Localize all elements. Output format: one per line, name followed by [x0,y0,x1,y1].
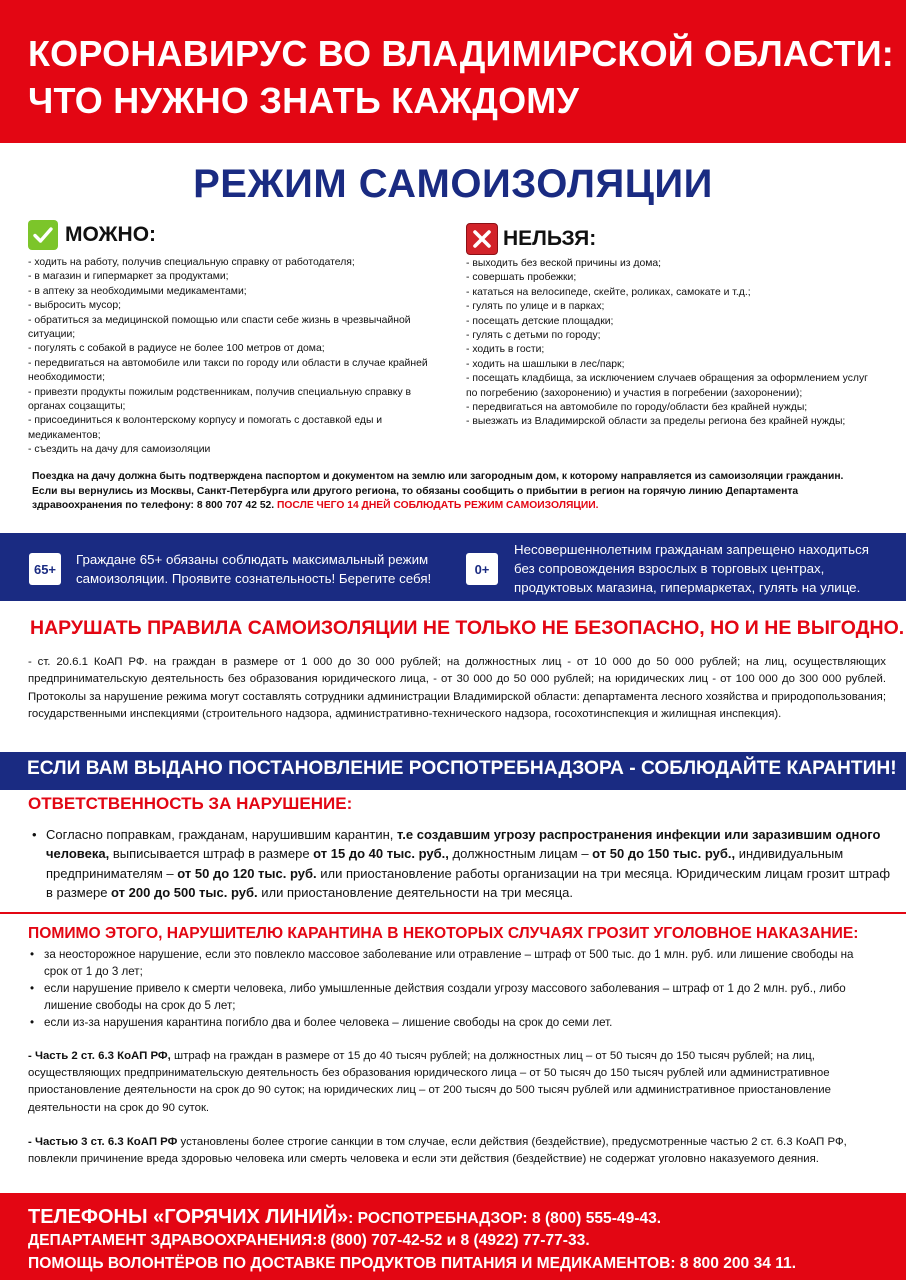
quarantine-bar [0,752,906,790]
hotlines-banner [0,1193,906,1280]
resp-p11: или приостановление деятельности на три месяца. [257,885,574,901]
hotlines-title: ТЕЛЕФОНЫ «ГОРЯЧИХ ЛИНИЙ» [28,1206,349,1228]
list-item: - кататься на велосипеде, скейте, роликах, самокате и т.д.; [466,286,751,298]
list-item: - ходить в гости; [466,344,545,356]
cross-icon [466,223,498,255]
list-item: - в аптеку за необходимыми медикаментами; [28,285,247,297]
list-item: необходимости; [28,372,105,384]
resp-p5: должностным лицам – [448,846,593,862]
hotline-line3: ПОМОЩЬ ВОЛОНТЁРОВ ПО ДОСТАВКЕ ПРОДУКТОВ ПИТАНИЯ И МЕДИКАМЕНТОВ: 8 800 200 34 11. [28,1255,797,1272]
list-item: - выходить без веской причины из дома; [466,258,662,269]
resp-p9: или приостановление работы организации на три месяца. Юридическим лицам грозит штраф в размере [46,865,891,901]
responsibility-list [32,825,892,903]
list-item [30,980,868,1014]
list-item: медикаментов; [28,429,101,441]
forbidden-list [466,257,896,430]
list-item: - посещать кладбища, за исключением случаев обращения за оформлением услуг [466,373,868,385]
resp-p2: т.е создавшим угрозу распространения инфекции или заразившим одного человека, [46,827,881,862]
hotline-line2: ДЕПАРТАМЕНТ ЗДРАВООХРАНЕНИЯ:8 (800) 707-42-52 и 8 (4922) 77-77-33. [28,1232,590,1249]
list-item: - ходить на работу, получив специальную справку от работодателя; [28,257,355,268]
age-0-badge: 0+ [466,553,498,585]
list-item: - выбросить мусор; [28,300,121,312]
forbidden-label: НЕЛЬЗЯ: [503,227,597,250]
list-item: - привезти продукты пожилым родственникам, получив специальную справку в [28,386,412,398]
list-item: - выезжать из Владимирской области за пределы региона без крайней нужды; [466,416,846,428]
bullet-dot: • [30,948,35,961]
list-item: - гулять с детьми по городу; [466,330,601,342]
resp-p4: от 15 до 40 тыс. руб., [313,846,449,862]
resp-p3: выписывается штраф в размере [109,846,314,862]
list-item: - в магазин и гипермаркет за продуктами; [28,271,229,283]
criminal-item-text: если нарушение привело к смерти человека, либо умышленные действия создали угрозу массового заболевания – штраф от 1 до 2 млн. руб., либо лишение свободы на срок до 5 лет; [44,982,846,1012]
part2-bold: - Часть 2 ст. 6.3 КоАП РФ, [28,1050,171,1062]
note-line2: Если вы вернулись из Москвы, Санкт-Петербурга или другого региона, то обязаны сообщить о прибытии в регион на горячую линию Департамента [32,485,799,497]
regime-title: РЕЖИМ САМОИЗОЛЯЦИИ [193,162,713,206]
resp-p1: Согласно поправкам, гражданам, нарушившим карантин, [46,827,398,842]
hotline-line1 [28,1206,661,1229]
violation-text: - ст. 20.6.1 КоАП РФ. на граждан в размере от 1 000 до 30 000 рублей; на должностных лиц - от 10 000 до 50 000 рублей; на лиц, осуществляющих предпринимательскую деятельность без образования юридического лица, - от 30 000 до 50 000 рублей; на юридических лиц - от 100 000 до 300 000 рублей. Протоколы за нарушение режима могут составлять сотрудники администрации Владимирской области: департамента лесного хозяйства и природопользования; государственными инспекциями (строительного надзора, административно-технического надзора, госохотинспекция и жилищная инспекция). [28,656,886,720]
part3-text [28,1134,886,1168]
resp-p10: от 200 до 500 тыс. руб. [111,885,258,901]
hotline-rospotreb: : РОСПОТРЕБНАДЗОР: 8 (800) 555-49-43. [348,1210,662,1227]
list-item: по погребению (захоронению) и участия в погребении (захоронении); [466,387,803,399]
age-65-badge: 65+ [29,553,61,585]
age-65-text-line1: Граждане 65+ обязаны соблюдать максимальный режим [76,552,429,567]
criminal-heading: ПОМИМО ЭТОГО, НАРУШИТЕЛЮ КАРАНТИНА В НЕКОТОРЫХ СЛУЧАЯХ ГРОЗИТ УГОЛОВНОЕ НАКАЗАНИЕ: [28,925,859,942]
check-icon [28,220,58,250]
list-item [30,946,868,980]
criminal-list [30,946,868,1031]
age-0-text-line2: без сопровождения взрослых в торговых центрах, [514,561,825,576]
quarantine-bar-text: ЕСЛИ ВАМ ВЫДАНО ПОСТАНОВЛЕНИЕ РОСПОТРЕБНАДЗОРА - СОБЛЮДАЙТЕ КАРАНТИН! [27,758,897,779]
age-0-text [514,540,894,597]
list-item: - ходить на шашлыки в лес/парк; [466,358,625,370]
resp-p6: от 50 до 150 тыс. руб., [592,846,736,862]
list-item: ситуации; [28,329,76,341]
violation-heading: НАРУШАТЬ ПРАВИЛА САМОИЗОЛЯЦИИ НЕ ТОЛЬКО НЕ БЕЗОПАСНО, НО И НЕ ВЫГОДНО. [30,617,905,639]
note-line3-black: здравоохранения по телефону: 8 800 707 42 52. [32,500,275,511]
page-title-line1: КОРОНАВИРУС ВО ВЛАДИМИРСКОЙ ОБЛАСТИ: [28,33,894,74]
age-65-text [76,550,446,588]
responsibility-heading: ОТВЕТСТВЕННОСТЬ ЗА НАРУШЕНИЕ: [28,794,353,813]
resp-p8: от 50 до 120 тыс. руб. [177,865,317,881]
list-item: - передвигаться на автомобиле или такси по городу или области в случае крайней [28,357,428,369]
list-item: - присоединиться к волонтерскому корпусу и помогать с доставкой еды и [28,415,383,427]
part3-body: установлены более строгие санкции в том случае, если действия (бездействие), предусмотренные частью 2 ст. 6.3 КоАП РФ, повлекли причинение вреда здоровью человека или смерть человека и если эти действия (бездействие) не содержат уголовно наказуемого деяния. [28,1136,847,1166]
forbidden-heading [466,223,596,255]
list-item: - обратиться за медицинской помощью или спасти себе жизнь в чрезвычайной [28,314,411,326]
allowed-list [28,256,448,458]
age-0-text-line3: продуктовых магазина, гипермаркетах, гулять на улице. [514,580,861,595]
part2-text [28,1048,886,1117]
list-item: - гулять по улице и в парках; [466,301,605,313]
list-item: - посещать детские площадки; [466,315,614,327]
header-banner [0,0,906,143]
bullet-dot: • [30,982,35,995]
note-line1: Поездка на дачу должна быть подтверждена паспортом и документом на землю или загородным дом, к которому направляется из самоизоляции гражданин. [32,471,844,482]
criminal-item-text: за неосторожное нарушение, если это повлекло массовое заболевание или отравление – штраф от 500 тыс. до 1 млн. руб. или лишение свободы на срок от 1 до 3 лет; [44,948,854,978]
list-item [30,1014,868,1031]
bullet-dot: • [32,827,37,842]
page-title [28,30,898,124]
list-item: органах соцзащиты; [28,401,126,413]
resp-p7: индивидуальным предпринимателям – [46,846,844,881]
list-item: - передвигаться на автомобиле по городу/области без крайней нужды; [466,402,808,414]
allowed-label: МОЖНО: [65,223,157,246]
page-title-line2: ЧТО НУЖНО ЗНАТЬ КАЖДОМУ [28,80,580,121]
age-0-text-line1: Несовершеннолетним гражданам запрещено находиться [514,542,869,557]
allowed-heading [28,220,156,250]
list-item: - совершать пробежки; [466,272,577,284]
age-band [0,533,906,601]
list-item: - погулять с собакой в радиусе не более 100 метров от дома; [28,343,325,355]
note-line3 [32,499,882,514]
criminal-item-text: если из-за нарушения карантина погибло два и более человека – лишение свободы на срок до семи лет. [44,1016,613,1029]
list-item: - съездить на дачу для самоизоляции [28,444,211,456]
part2-body: штраф на граждан в размере от 15 до 40 тысяч рублей; на должностных лиц – от 50 тысяч до 150 тысяч рублей; на лиц, осуществляющих предпринимательскую деятельность без образования юридического лица – от 50 тысяч до 150 тысяч рублей или административное приостановление деятельности на срок до 90 суток; на юридических лиц – от 200 тысяч до 500 тысяч рублей или административное приостановление деятельности на срок до 90 суток. [28,1050,831,1114]
note-line3-red: ПОСЛЕ ЧЕГО 14 ДНЕЙ СОБЛЮДАТЬ РЕЖИМ САМОИЗОЛЯЦИИ. [274,500,599,511]
section-divider [0,912,906,914]
dacha-note [32,470,882,514]
age-65-text-line2: самоизоляции. Проявите сознательность! Берегите себя! [76,571,432,586]
responsibility-item [32,825,892,903]
part3-bold: - Частью 3 ст. 6.3 КоАП РФ [28,1136,178,1148]
bullet-dot: • [30,1016,35,1029]
